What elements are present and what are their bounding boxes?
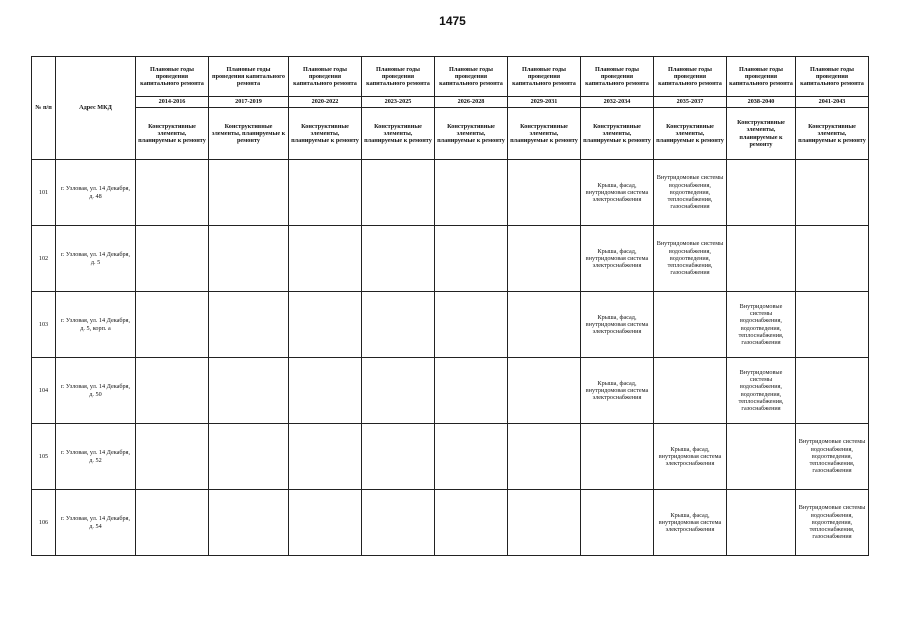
- row-number: 101: [32, 160, 56, 226]
- work-cell: [209, 358, 289, 424]
- work-cell: [136, 226, 209, 292]
- work-cell: [581, 424, 654, 490]
- work-cell: [654, 292, 727, 358]
- elements-header: Конструктивные элементы, планируемые к ремонту: [508, 108, 581, 160]
- work-cell: Внутридомовые системы водоснабжения, водоотведения, теплоснабжения, газоснабжения: [727, 292, 796, 358]
- years-row: [32, 97, 869, 108]
- period-header: Плановые годы проведения капитального ремонта: [136, 57, 209, 97]
- period-header: Плановые годы проведения капитального ремонта: [727, 57, 796, 97]
- work-cell: Внутридомовые системы водоснабжения, водоотведения, теплоснабжения, газоснабжения: [796, 424, 869, 490]
- elements-header: Конструктивные элементы, планируемые к ремонту: [435, 108, 508, 160]
- table-row: [32, 226, 869, 292]
- row-address: г. Узловая, ул. 14 Декабря, д. 54: [56, 490, 136, 556]
- years-cell: 2020-2022: [289, 97, 362, 108]
- row-address: г. Узловая, ул. 14 Декабря, д. 48: [56, 160, 136, 226]
- period-header: Плановые годы проведения капитального ремонта: [508, 57, 581, 97]
- work-cell: [289, 490, 362, 556]
- work-cell: [508, 226, 581, 292]
- address-column-header: Адрес МКД: [56, 57, 136, 160]
- work-cell: [362, 292, 435, 358]
- work-cell: [508, 292, 581, 358]
- work-cell: [209, 424, 289, 490]
- table-row: [32, 292, 869, 358]
- work-cell: [362, 358, 435, 424]
- number-column-header: № п/п: [32, 57, 56, 160]
- period-header-row: [32, 57, 869, 97]
- work-cell: [654, 358, 727, 424]
- row-number: 105: [32, 424, 56, 490]
- elements-header: Конструктивные элементы, планируемые к ремонту: [289, 108, 362, 160]
- work-cell: [435, 292, 508, 358]
- work-cell: [136, 358, 209, 424]
- work-cell: Крыша, фасад, внутридомовая система электроснабжения: [581, 292, 654, 358]
- work-cell: [362, 424, 435, 490]
- work-cell: [508, 424, 581, 490]
- row-address: г. Узловая, ул. 14 Декабря, д. 50: [56, 358, 136, 424]
- work-cell: [508, 160, 581, 226]
- work-cell: [209, 292, 289, 358]
- elements-header: Конструктивные элементы, планируемые к ремонту: [581, 108, 654, 160]
- work-cell: [136, 292, 209, 358]
- work-cell: [435, 226, 508, 292]
- work-cell: [289, 424, 362, 490]
- elements-header: Конструктивные элементы, планируемые к ремонту: [796, 108, 869, 160]
- work-cell: Внутридомовые системы водоснабжения, водоотведения, теплоснабжения, газоснабжения: [796, 490, 869, 556]
- work-cell: [136, 424, 209, 490]
- work-cell: [289, 358, 362, 424]
- period-header: Плановые годы проведения капитального ремонта: [654, 57, 727, 97]
- page-number: 1475: [439, 14, 466, 28]
- work-cell: Крыша, фасад, внутридомовая система электроснабжения: [581, 226, 654, 292]
- work-cell: [727, 490, 796, 556]
- elements-header-row: [32, 108, 869, 160]
- work-cell: [289, 226, 362, 292]
- row-number: 106: [32, 490, 56, 556]
- work-cell: Крыша, фасад, внутридомовая система электроснабжения: [654, 424, 727, 490]
- elements-header: Конструктивные элементы, планируемые к ремонту: [209, 108, 289, 160]
- elements-header: Конструктивные элементы, планируемые к ремонту: [654, 108, 727, 160]
- work-cell: [508, 490, 581, 556]
- work-cell: Внутридомовые системы водоснабжения, водоотведения, теплоснабжения, газоснабжения: [654, 226, 727, 292]
- row-number: 103: [32, 292, 56, 358]
- work-cell: [136, 490, 209, 556]
- work-cell: [581, 490, 654, 556]
- row-number: 104: [32, 358, 56, 424]
- years-cell: 2023-2025: [362, 97, 435, 108]
- work-cell: [362, 160, 435, 226]
- elements-header: Конструктивные элементы, планируемые к ремонту: [727, 108, 796, 160]
- years-cell: 2032-2034: [581, 97, 654, 108]
- work-cell: [435, 490, 508, 556]
- work-cell: [362, 490, 435, 556]
- years-cell: 2014-2016: [136, 97, 209, 108]
- work-cell: [796, 160, 869, 226]
- work-cell: Крыша, фасад, внутридомовая система электроснабжения: [581, 358, 654, 424]
- work-cell: Крыша, фасад, внутридомовая система электроснабжения: [654, 490, 727, 556]
- work-cell: [508, 358, 581, 424]
- capital-repair-table: [31, 56, 869, 556]
- period-header: Плановые годы проведения капитального ремонта: [289, 57, 362, 97]
- years-cell: 2026-2028: [435, 97, 508, 108]
- row-number: 102: [32, 226, 56, 292]
- period-header: Плановые годы проведения капитального ремонта: [362, 57, 435, 97]
- work-cell: [362, 226, 435, 292]
- work-cell: Внутридомовые системы водоснабжения, водоотведения, теплоснабжения, газоснабжения: [727, 358, 796, 424]
- years-cell: 2038-2040: [727, 97, 796, 108]
- row-address: г. Узловая, ул. 14 Декабря, д. 52: [56, 424, 136, 490]
- work-cell: [209, 226, 289, 292]
- work-cell: [209, 490, 289, 556]
- work-cell: [289, 292, 362, 358]
- work-cell: [796, 226, 869, 292]
- years-cell: 2035-2037: [654, 97, 727, 108]
- period-header: Плановые годы проведения капитального ремонта: [435, 57, 508, 97]
- years-cell: 2017-2019: [209, 97, 289, 108]
- work-cell: [727, 424, 796, 490]
- work-cell: [796, 292, 869, 358]
- years-cell: 2029-2031: [508, 97, 581, 108]
- row-address: г. Узловая, ул. 14 Декабря, д. 5: [56, 226, 136, 292]
- work-cell: [435, 358, 508, 424]
- work-cell: [727, 226, 796, 292]
- work-cell: Крыша, фасад, внутридомовая система электроснабжения: [581, 160, 654, 226]
- work-cell: [289, 160, 362, 226]
- row-address: г. Узловая, ул. 14 Декабря, д. 5, корп. а: [56, 292, 136, 358]
- elements-header: Конструктивные элементы, планируемые к ремонту: [362, 108, 435, 160]
- work-cell: [209, 160, 289, 226]
- period-header: Плановые годы проведения капитального ремонта: [796, 57, 869, 97]
- work-cell: [727, 160, 796, 226]
- table-row: [32, 160, 869, 226]
- work-cell: Внутридомовые системы водоснабжения, водоотведения, теплоснабжения, газоснабжения: [654, 160, 727, 226]
- work-cell: [796, 358, 869, 424]
- period-header: Плановые годы проведения капитального ремонта: [209, 57, 289, 97]
- work-cell: [435, 160, 508, 226]
- elements-header: Конструктивные элементы, планируемые к ремонту: [136, 108, 209, 160]
- years-cell: 2041-2043: [796, 97, 869, 108]
- work-cell: [435, 424, 508, 490]
- work-cell: [136, 160, 209, 226]
- table-row: [32, 424, 869, 490]
- table-row: [32, 358, 869, 424]
- table-row: [32, 490, 869, 556]
- period-header: Плановые годы проведения капитального ремонта: [581, 57, 654, 97]
